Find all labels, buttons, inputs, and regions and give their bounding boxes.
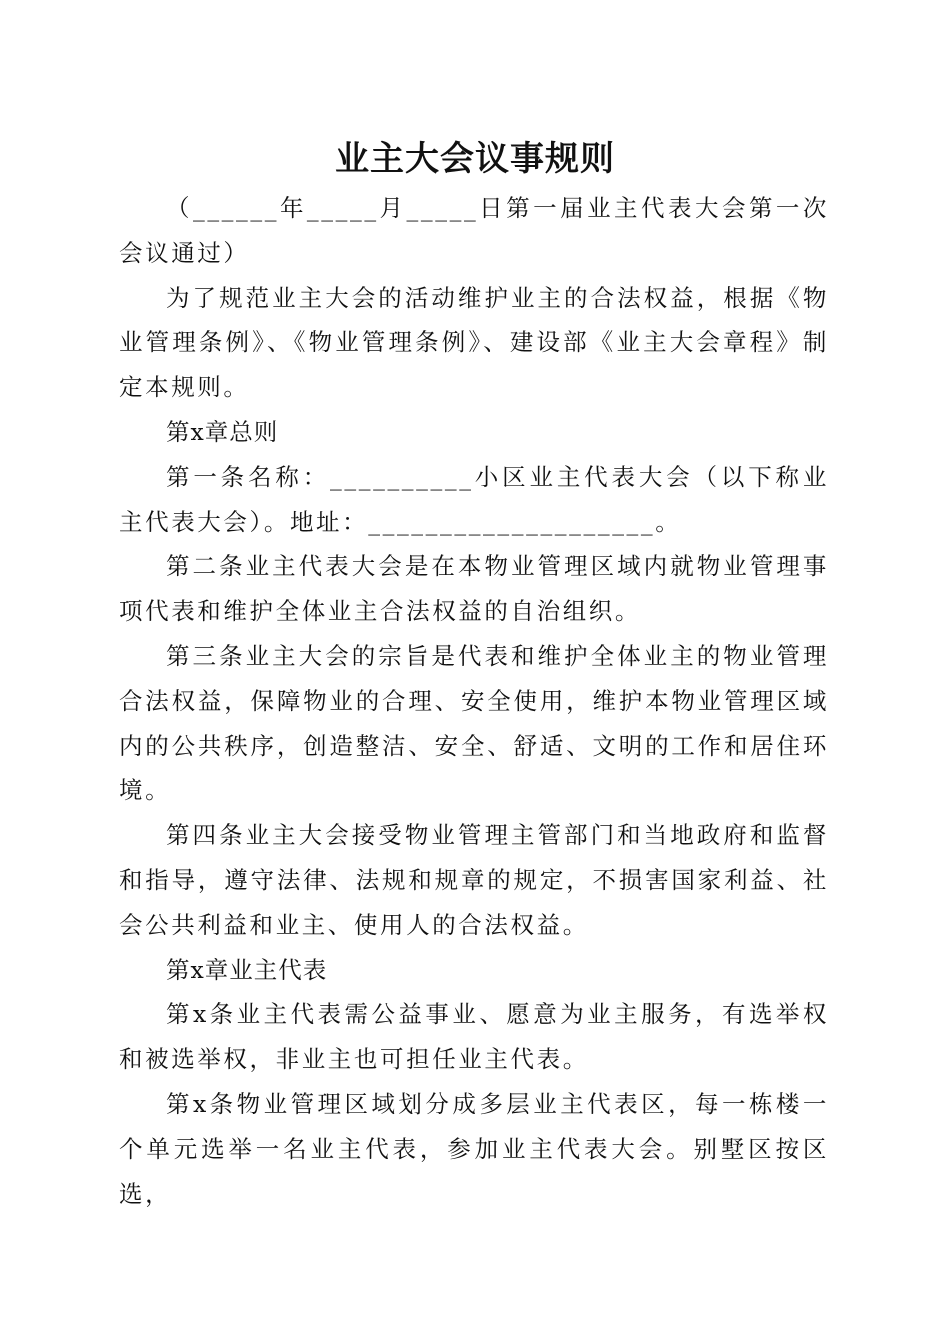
chapter-heading-general: 第x章总则 — [166, 417, 279, 446]
adoption-note: （______年_____月_____日第一届业主代表大会第一次会议通过） — [119, 194, 829, 267]
document-title: 业主大会议事规则 — [335, 139, 615, 179]
article-representative-eligibility: 第x条业主代表需公益事业、愿意为业主服务，有选举权和被选举权，非业主也可担任业主代表。 — [119, 1000, 829, 1074]
article-1-name-address: 第一条名称：__________小区业主代表大会（以下称业主代表大会）。地址：____________________。 — [119, 462, 829, 536]
article-4-supervision: 第四条业主大会接受物业管理主管部门和当地政府和监督和指导，遵守法律、法规和规章的规定，不损害国家利益、社会公共利益和业主、使用人的合法权益。 — [119, 821, 829, 939]
article-representative-districts: 第x条物业管理区域划分成多层业主代表区，每一栋楼一个单元选举一名业主代表，参加业主代表大会。别墅区按区选， — [119, 1089, 829, 1208]
article-2-definition: 第二条业主代表大会是在本物业管理区域内就物业管理事项代表和维护全体业主合法权益的自治组织。 — [119, 552, 829, 626]
chapter-heading-representatives: 第x章业主代表 — [166, 955, 328, 984]
preamble-paragraph: 为了规范业主大会的活动维护业主的合法权益，根据《物业管理条例》、《物业管理条例》、建设部《业主大会章程》制定本规则。 — [119, 283, 829, 402]
article-3-purpose: 第三条业主大会的宗旨是代表和维护全体业主的物业管理合法权益，保障物业的合理、安全使用，维护本物业管理区域内的公共秩序，创造整洁、安全、舒适、文明的工作和居住环境。 — [119, 641, 829, 805]
document-body — [119, 186, 829, 1216]
